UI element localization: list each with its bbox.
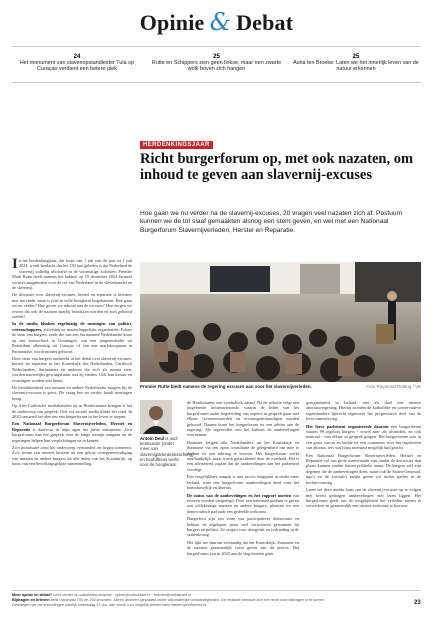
paragraph: Burgerfora zijn een vorm van participatieve democratie en hebben de afgelopen jaren veel vertrouwen gewonnen bij burgers en politici. Ze zorgen voor draagvlak en verbinding in de samenleving. (187, 516, 299, 538)
paragraph: Zo'n polarisatie rond het onderwerp vermindert en begrip toeneemt. Zo'n forum zou moeten bestaan uit een gelote vertegenwoordiging van nazaten en andere burgers uit alle delen van het Koninkrijk, op basis van een bevolkingsgelijke samenstelling. (12, 445, 132, 467)
paragraph: De betrokkenheid van nazaten en andere Nederlandse burgers bij de slavernij-excuses is groot. De vraag hoe nu verder, houdt meningen bezig. (12, 384, 132, 401)
paragraph: Daarmee krijgen alle Nederlanders uit het Koninkrijk en Suriname via een open consultatie de gelegenheid om mee te denken en een inbreng te leveren. Het burgerforum werkt onafhankelijk, maar wordt gefaciliteerd door de overheid. Het is een adviserend orgaan dat de aanbevelingen aan het parlement voorlegt. (187, 439, 299, 472)
paragraph: Deze stem van burgers ontbreekt in het debat over slavernij-excuses, herstel en reparatie in het Koninkrijk der Nederlanden. Caribisch Nederlanders, Surinamers en anderen die zich als nazaat zien, worden nauwelijks gevraagd naar wat zij vinden. Ook hun kennis en ervaringen worden niet benut. (12, 355, 132, 383)
teaser-page-number: 24 (73, 54, 81, 60)
masthead-ampersand: & (209, 8, 231, 36)
article-headline: Richt burgerforum op, met ook nazaten, om inhoud te geven aan slavernij-excuses (140, 151, 414, 183)
paragraph: De discussie over slavernij-excuses, herstel en reparatie is hiermee niet ten einde, maar is juist in volle hevigheid losgebarsten. Hoe gaan we nu verder? Hoe geven we inhoud aan de excuses? Hoe zorgen we ervoor dat ook de nazaten daarbij betrokken worden en zich gehoord voelen? (12, 292, 132, 320)
article-intro: Hoe gaan we nu verder na de slavernij-excuses, 20 vragen veel nazaten zich af. Postuum kunnen we de tot slaaf gemaakten alsnog een stem geven, en wel met een Nationaal Burgerforum Slavernijverleden, Herstel en Reparatie. (140, 210, 403, 234)
section-masthead (0, 8, 433, 36)
author-name: Antoin Deul (140, 436, 165, 441)
paragraph: de Hindostanen, een symbolisch aantal. Na de selectie volgt een uitgebreide informatieronde, waarin de leden van het burgerforum onder begeleiding van experts in gesprek gaan met elkaar. Geïnteresseerden en ervaringsdeskundigen worden gehoord. Daarna komt het burgerforum tot een advies aan de regering. Als tegenvaller zou het kabinet de aanbevelingen overnemen. (187, 400, 299, 438)
page-number: 23 (414, 600, 421, 606)
page-footer (12, 593, 421, 607)
footer-divider (12, 590, 421, 591)
paragraph-lead: In de media klinken regelmatig de meningen van politici, wetenschappers, (12, 321, 132, 332)
paragraph: Een Nationaal Burgerforum Slavernijverleden, Herstel en Reparatie zal van grote meerwaarde zijn omdat de discussies dan plaats kunnen vinden buiten politieke arena. De burgers zelf zijn degenen die de aanbevelingen doen, maar ook de Staten-Generaal, ngo's en de (sociale) media geven tot ruilen spelen in de besluitvorming. (306, 452, 421, 485)
footer-line: Ontvangen we uw inzendingen uiterlijk woensdag 12 uur, dan wordt u zo mogelijk binnen twee weken geïnformeerd. (12, 602, 208, 607)
masthead-word-opinie: Opinie (139, 10, 205, 35)
photo-caption-row (140, 384, 421, 390)
paragraph: De status van de aanbevelingen en het rapport moeten van tevoren worden vastgelegd. Door een nationaal podium te geven aan willekeurige nazaten en andere burgers, plaatsen we een democratisch pad naar een gedeelde toekomst. (187, 492, 299, 514)
paragraph: Het Ierse parlement organiseerde daarom een burgerforum waarin 99 ingeloot burgers - zowel aan- als afvandels, en ook neutraal - met elkaar in gesprek gingen. Het burgerforum was in een groot succes en leidde tot een consensus voor het legaliseren van abortus, iets wat bijna niemand mogelijk had geacht. (306, 423, 421, 451)
teaser-item[interactable] (291, 54, 421, 73)
drop-cap: I (12, 258, 18, 272)
article-kicker: HERDENKINGSJAAR (140, 141, 213, 149)
teaser-row (12, 54, 421, 73)
footer-line: Meer opinie en debat? Lees verder op volkskrant.nl/opinie · opinie@volkskrant.nl · brieven@volkskrant.nl (12, 593, 192, 597)
teaser-text: Het monument van slavenopstandleider Tula op Curaçao verdient een betere plek (19, 60, 135, 73)
masthead-word-debat: Debat (236, 10, 294, 35)
teaser-item[interactable] (12, 54, 142, 73)
teaser-item[interactable] (152, 54, 282, 73)
teaser-page-number: 25 (352, 54, 360, 60)
footer-line: Bijdragen en brieven liefst maximaal 700 en 200 woorden. Alleen anoniem geplaatst onder uitzonderlijke omstandigheden. De redactie behoudt zich het recht voor bijdragen in te korten. (12, 597, 326, 602)
article-column-3 (306, 400, 421, 590)
author-byline (140, 436, 194, 468)
teaser-text: Asha ten Broeke: Laten we het innerlijk leven van de natuur erkennen (293, 60, 419, 73)
paragraph: Op Afro-Caribische mediakanalen en in Hindostaanse kringen is het de onderwerp van gesprek. Ook via sociale media klinkt het rond. In 2020 ontstond het idee om een burgerforum in het leven te roepen. (12, 403, 132, 419)
photo-illustration (140, 262, 421, 382)
author-bio: is oud-bestuurder (onder meer van slavernijparterdenkstichting) en hoofdtheus werkt voor de hoogleraar. (140, 436, 194, 468)
paragraph: Laten we deze unieke kans om de slavernij-excuses op te volgen met breed gedragen aanbevelingen niet laten liggen. Het burgerforum geeft ons de mogelijkheid het verleden samen te verwerken en gezamenlijk een nieuwe toekomst te bouwen. (306, 487, 421, 509)
paragraph: Het lijkt me daarom verstandig dat het Koninkrijk, Suriname en de nazaten gezamenlijk vorm geven aan dit proces. Het burgerforum zou in 2025 aan de slag moeten gaan. (187, 539, 299, 556)
author-portrait-image (140, 400, 172, 434)
footer-label: Meer opinie en debat? (12, 593, 53, 597)
article-column-1 (12, 258, 132, 588)
teaser-page-number: 25 (213, 54, 220, 60)
photo-caption: Premier Rutte biedt namens de regering excuses aan voor het slavernijverleden. (140, 384, 312, 389)
paragraph: Een Nationaal Burgerforum Slavernijverleden, Herstel en Reparatie is daarvoor in mijn ogen het juiste instrument. Zo'n burgerforum kan het gesprek over de lange termijn aangaan en de regeringen helpen hun verplichtingen na te komen. (12, 421, 132, 443)
teaser-text: Rutte en Schippers zien geen linkse, maar een zwarte wolk boven zich hangen (151, 60, 282, 73)
paragraph-lead: Een Nationaal Burgerforum Slavernijverleden, Herstel en Reparatie (12, 421, 132, 432)
footer-label: Bijdragen en brieven (12, 597, 50, 602)
article-photo (140, 262, 421, 382)
paragraph: georganiseerd in Ierland, met als doel een nieuwe abortuswetgeving. Hierbij stonden de katholieke en conservatieve tegenstanders lijnrecht tegenover het progressieve deel van de Ierse samenleving. (306, 400, 421, 422)
paragraph: Een vergelijkbare aanpak is met succes toegepast in onder meer Ierland, waar een burgerforum aanbevelingen deed over het homohuwelijk en abortus. (187, 474, 299, 491)
photo-credit: Foto Raymond Rutting / VK (366, 384, 421, 389)
author-portrait (140, 400, 172, 434)
paragraph: In het herdenkingsjaar, dat loopt van 1 juli van dit jaar tot 1 juli 2024, wordt herdacht dat het 150 jaar geleden is dat Nederland de slavernij volledig afschafte in de voormalige koloniën. Premier Mark Rutte heeft namens het kabinet op 19 december 2022 formeel excuses aangeboden voor de rol van Nederland in de slavenhandel en de slavernij. (12, 258, 132, 291)
paragraph-lead: Het Ierse parlement organiseerde daarom (306, 423, 389, 429)
masthead-divider (12, 46, 421, 47)
article-column-2 (187, 400, 299, 590)
paragraph: In de media klinken regelmatig de meningen van politici, wetenschappers, activisten en maatschappelijke organisaties. Echter de stem van burgers, zoals die van een Surinaamse Nederlandse kraai op een basisschool in Groningen, van een jongerenleider uit Rotterdam afkomstig uit Curaçao of van een marktkoopman in Paramaribo, wordt minder gehoord. (12, 321, 132, 354)
teaser-divider (12, 82, 421, 83)
paragraph-lead: De status van de aanbevelingen en het rapport moeten (187, 492, 292, 498)
